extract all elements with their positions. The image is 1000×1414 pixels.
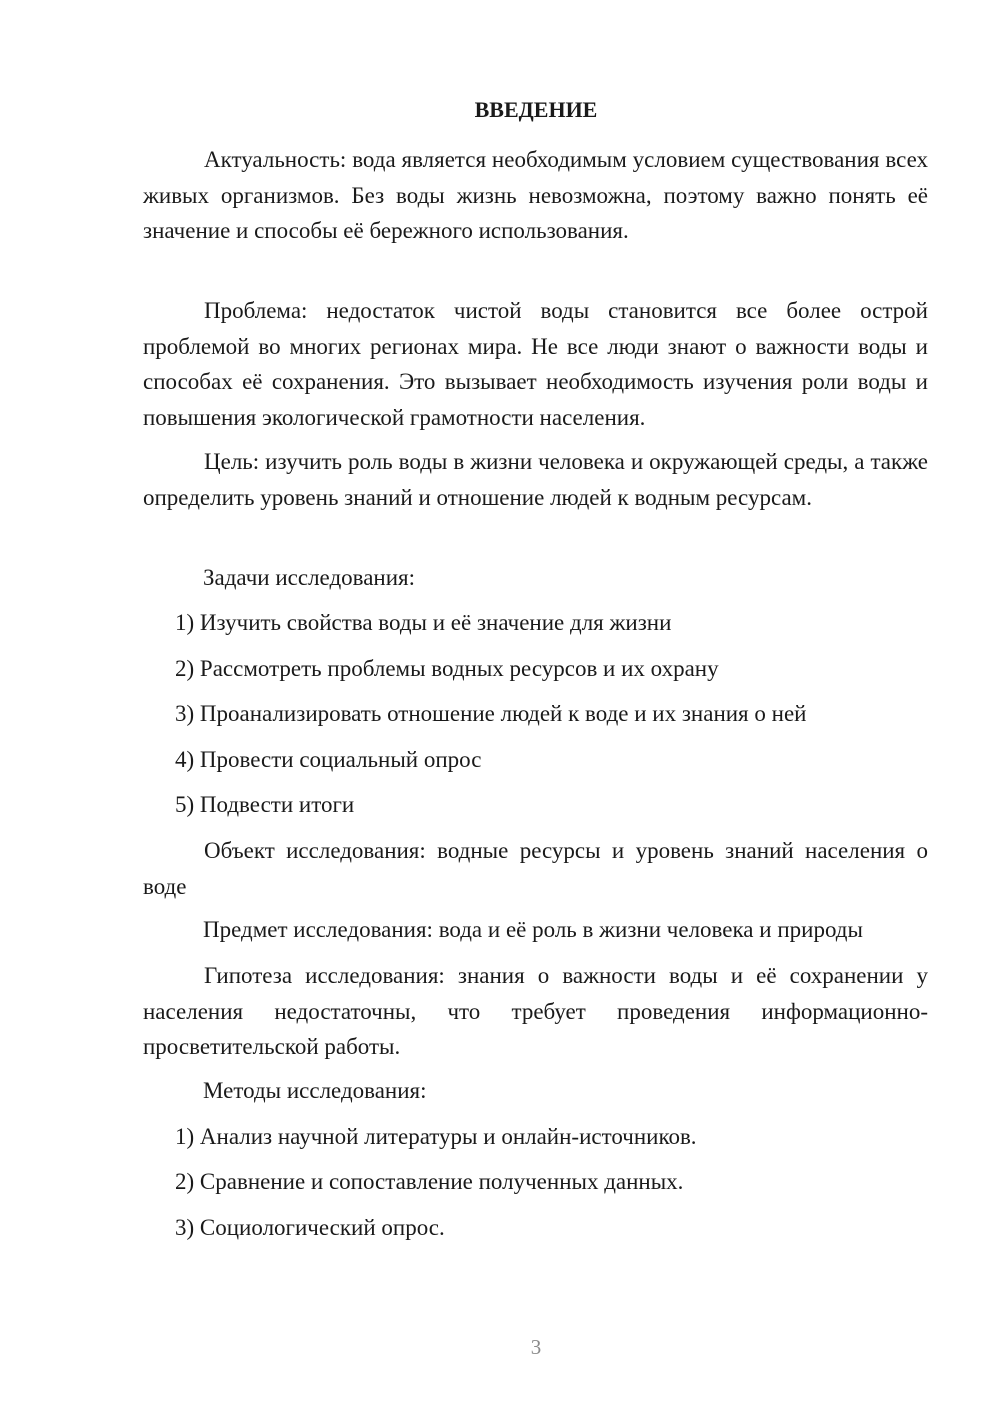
hypothesis-paragraph: Гипотеза исследования: знания о важности воды и её сохранении у населения недостаточны, что требует проведения информационно-просветительской работы. <box>143 963 928 1059</box>
method-item: 1) Анализ научной литературы и онлайн-источников. <box>175 1124 697 1149</box>
task-item: 1) Изучить свойства воды и её значение для жизни <box>175 610 672 635</box>
methods-heading: Методы исследования: <box>203 1078 427 1103</box>
task-item: 3) Проанализировать отношение людей к воде и их знания о ней <box>175 701 807 726</box>
tasks-heading: Задачи исследования: <box>203 565 416 590</box>
problem-paragraph: Проблема: недостаток чистой воды становится все более острой проблемой во многих регионах мира. Не все люди знают о важности воды и способах её сохранения. Это вызывает необходимость изучения роли воды и повышения экологической грамотности населения. <box>143 298 928 430</box>
object-paragraph: Объект исследования: водные ресурсы и уровень знаний населения о воде <box>143 838 928 899</box>
method-item: 3) Социологический опрос. <box>175 1215 445 1240</box>
goal-paragraph: Цель: изучить роль воды в жизни человека и окружающей среды, а также определить уровень знаний и отношение людей к водным ресурсам. <box>143 449 928 510</box>
page-number: 3 <box>530 1335 542 1359</box>
task-item: 4) Провести социальный опрос <box>175 747 482 772</box>
method-item: 2) Сравнение и сопоставление полученных данных. <box>175 1169 684 1194</box>
task-item: 5) Подвести итоги <box>175 792 355 817</box>
relevance-paragraph: Актуальность: вода является необходимым условием существования всех живых организмов. Без воды жизнь невозможна, поэтому важно понять её значение и способы её бережного использования. <box>143 147 928 243</box>
task-item: 2) Рассмотреть проблемы водных ресурсов и их охрану <box>175 656 719 681</box>
subject-line: Предмет исследования: вода и её роль в жизни человека и природы <box>203 917 863 942</box>
page-title: ВВЕДЕНИЕ <box>474 97 598 122</box>
